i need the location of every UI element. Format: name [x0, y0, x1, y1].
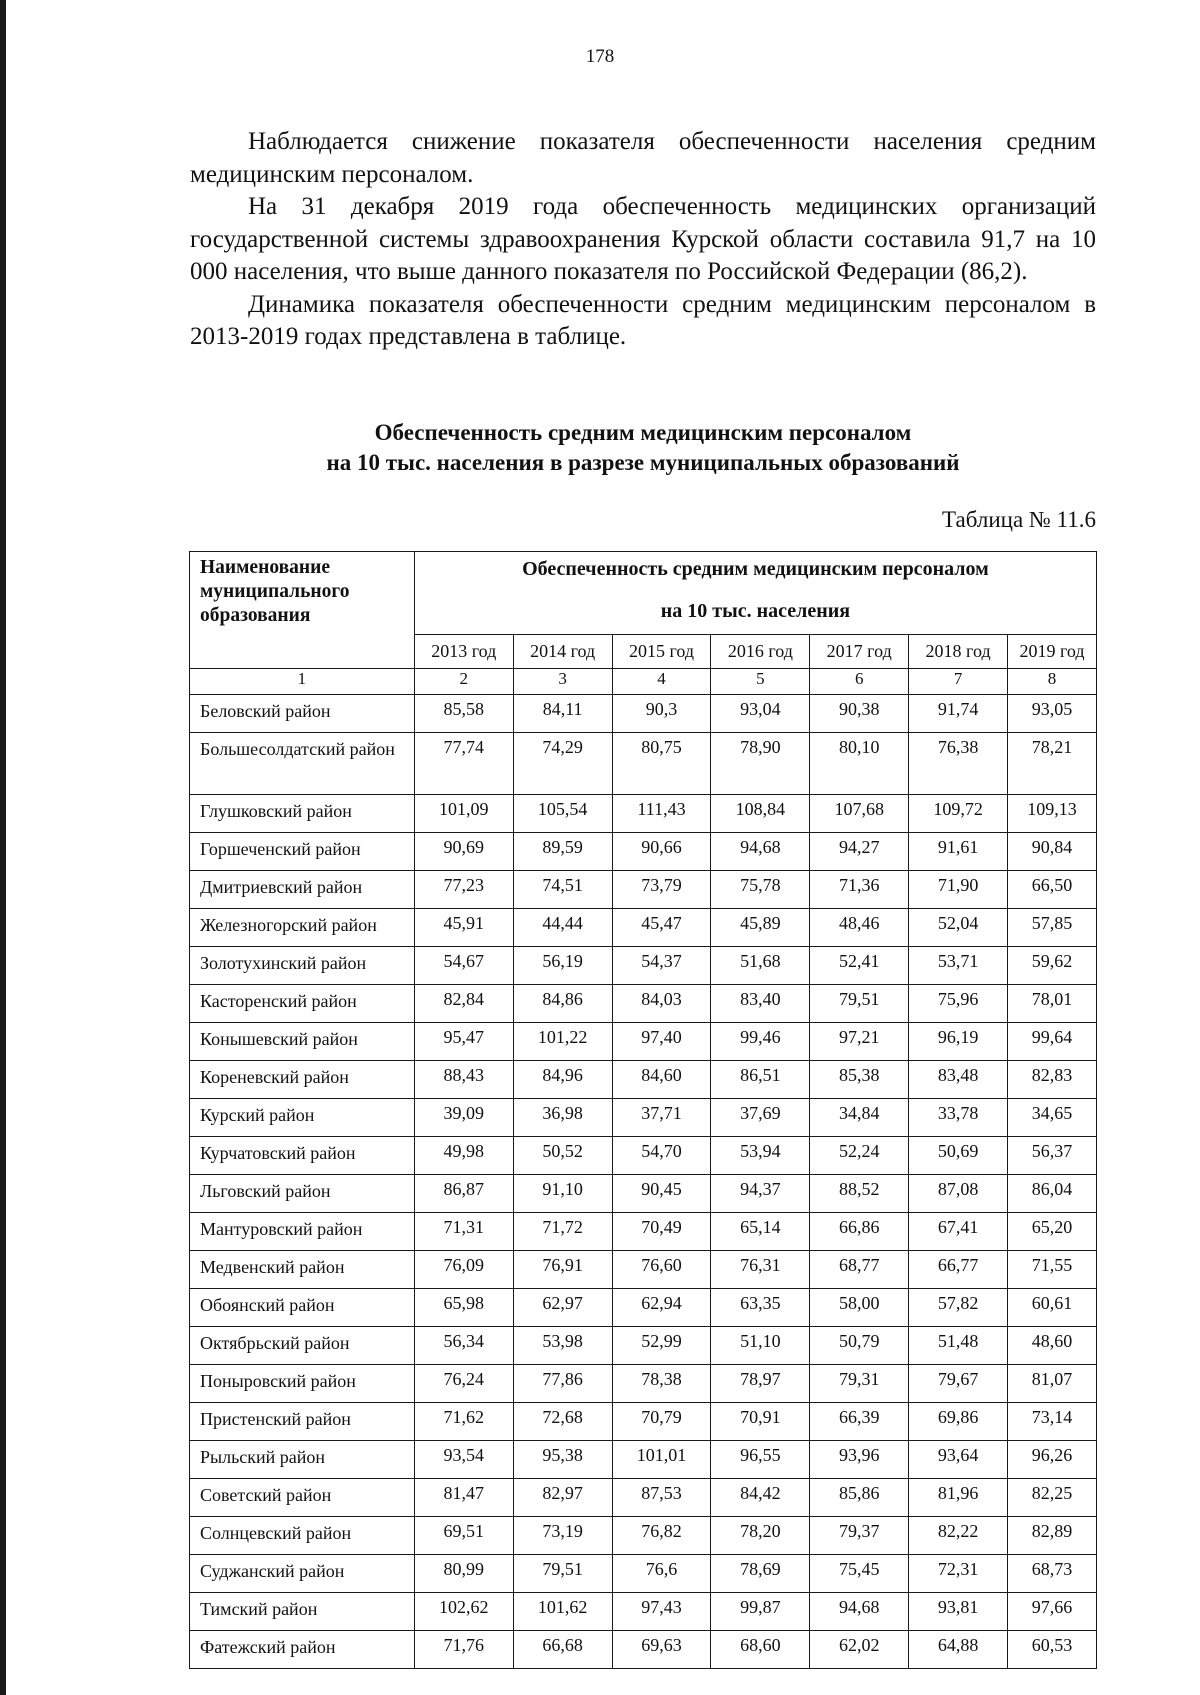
staffing-value: 78,69 — [711, 1555, 810, 1593]
staffing-value: 69,51 — [414, 1517, 513, 1555]
municipality-name: Советский район — [190, 1479, 415, 1517]
staffing-value: 64,88 — [909, 1631, 1008, 1669]
staffing-value: 93,04 — [711, 695, 810, 733]
column-number: 2 — [414, 669, 513, 695]
page-number: 178 — [585, 46, 615, 67]
staffing-value: 102,62 — [414, 1593, 513, 1631]
staffing-value: 66,39 — [810, 1403, 909, 1441]
staffing-value: 85,86 — [810, 1479, 909, 1517]
table-row — [190, 1403, 1097, 1441]
staffing-value: 60,53 — [1008, 1631, 1097, 1669]
staffing-value: 94,68 — [711, 833, 810, 871]
staffing-value: 74,51 — [513, 871, 612, 909]
staffing-value: 71,36 — [810, 871, 909, 909]
staffing-value: 36,98 — [513, 1099, 612, 1137]
staffing-value: 84,03 — [612, 985, 711, 1023]
column-number: 6 — [810, 669, 909, 695]
staffing-value: 77,23 — [414, 871, 513, 909]
staffing-value: 86,51 — [711, 1061, 810, 1099]
municipality-name: Кореневский район — [190, 1061, 415, 1099]
staffing-value: 77,86 — [513, 1365, 612, 1403]
staffing-value: 101,62 — [513, 1593, 612, 1631]
staffing-value: 77,74 — [414, 733, 513, 795]
municipality-name: Конышевский район — [190, 1023, 415, 1061]
municipality-name: Дмитриевский район — [190, 871, 415, 909]
column-number: 4 — [612, 669, 711, 695]
staffing-value: 72,68 — [513, 1403, 612, 1441]
staffing-value: 111,43 — [612, 795, 711, 833]
table-row — [190, 1137, 1097, 1175]
staffing-value: 80,10 — [810, 733, 909, 795]
header-year: 2015 год — [612, 635, 711, 669]
staffing-value: 45,89 — [711, 909, 810, 947]
staffing-value: 78,21 — [1008, 733, 1097, 795]
column-number: 7 — [909, 669, 1008, 695]
staffing-value: 73,14 — [1008, 1403, 1097, 1441]
staffing-value: 83,40 — [711, 985, 810, 1023]
staffing-value: 76,24 — [414, 1365, 513, 1403]
body-text — [190, 126, 1096, 354]
staffing-value: 93,05 — [1008, 695, 1097, 733]
staffing-value: 79,37 — [810, 1517, 909, 1555]
staffing-value: 57,85 — [1008, 909, 1097, 947]
staffing-value: 88,43 — [414, 1061, 513, 1099]
table-row — [190, 1061, 1097, 1099]
municipality-name: Пристенский район — [190, 1403, 415, 1441]
staffing-value: 76,09 — [414, 1251, 513, 1289]
staffing-value: 84,42 — [711, 1479, 810, 1517]
staffing-value: 62,94 — [612, 1289, 711, 1327]
table-row — [190, 947, 1097, 985]
staffing-value: 65,98 — [414, 1289, 513, 1327]
staffing-value: 76,60 — [612, 1251, 711, 1289]
staffing-value: 76,91 — [513, 1251, 612, 1289]
staffing-value: 93,81 — [909, 1593, 1008, 1631]
table-row — [190, 1365, 1097, 1403]
staffing-value: 79,51 — [810, 985, 909, 1023]
staffing-value: 95,38 — [513, 1441, 612, 1479]
header-year: 2014 год — [513, 635, 612, 669]
staffing-value: 82,89 — [1008, 1517, 1097, 1555]
staffing-value: 76,6 — [612, 1555, 711, 1593]
table-row — [190, 1289, 1097, 1327]
staffing-value: 86,04 — [1008, 1175, 1097, 1213]
table-row — [190, 1213, 1097, 1251]
municipality-name: Курчатовский район — [190, 1137, 415, 1175]
table-row — [190, 1593, 1097, 1631]
staffing-value: 52,04 — [909, 909, 1008, 947]
staffing-value: 99,87 — [711, 1593, 810, 1631]
staffing-value: 71,31 — [414, 1213, 513, 1251]
staffing-value: 70,49 — [612, 1213, 711, 1251]
staffing-value: 76,31 — [711, 1251, 810, 1289]
table-row — [190, 1479, 1097, 1517]
staffing-value: 97,43 — [612, 1593, 711, 1631]
header-year: 2018 год — [909, 635, 1008, 669]
staffing-value: 81,96 — [909, 1479, 1008, 1517]
staffing-value: 48,60 — [1008, 1327, 1097, 1365]
column-number: 3 — [513, 669, 612, 695]
staffing-value: 45,91 — [414, 909, 513, 947]
municipality-name: Поныровский район — [190, 1365, 415, 1403]
staffing-value: 80,75 — [612, 733, 711, 795]
staffing-value: 94,68 — [810, 1593, 909, 1631]
staffing-value: 78,90 — [711, 733, 810, 795]
staffing-value: 68,77 — [810, 1251, 909, 1289]
staffing-value: 75,45 — [810, 1555, 909, 1593]
staffing-value: 57,82 — [909, 1289, 1008, 1327]
staffing-value: 66,68 — [513, 1631, 612, 1669]
staffing-value: 84,11 — [513, 695, 612, 733]
staffing-value: 82,22 — [909, 1517, 1008, 1555]
table-title — [190, 418, 1096, 478]
staffing-value: 87,08 — [909, 1175, 1008, 1213]
table-row — [190, 1327, 1097, 1365]
column-number: 1 — [190, 669, 415, 695]
staffing-value: 50,69 — [909, 1137, 1008, 1175]
staffing-value: 93,54 — [414, 1441, 513, 1479]
staffing-value: 65,20 — [1008, 1213, 1097, 1251]
staffing-value: 72,31 — [909, 1555, 1008, 1593]
staffing-value: 78,20 — [711, 1517, 810, 1555]
municipality-name: Касторенский район — [190, 985, 415, 1023]
staffing-value: 90,66 — [612, 833, 711, 871]
header-year: 2013 год — [414, 635, 513, 669]
municipality-name: Октябрьский район — [190, 1327, 415, 1365]
table-caption: Таблица № 11.6 — [942, 507, 1096, 532]
paragraph-2: На 31 декабря 2019 года обеспеченность медицинских организаций государственной системы здравоохранения Курской области составила 91,7 на 10 000 населения, что выше данного показателя по Российской Федерации (86,2). — [190, 193, 1096, 285]
header-staffing-group — [414, 552, 1096, 635]
staffing-value: 108,84 — [711, 795, 810, 833]
table-title-line-1: Обеспеченность средним медицинским персоналом — [374, 420, 912, 445]
staffing-value: 101,22 — [513, 1023, 612, 1061]
staffing-value: 96,26 — [1008, 1441, 1097, 1479]
staffing-value: 88,52 — [810, 1175, 909, 1213]
staffing-value: 90,38 — [810, 695, 909, 733]
staffing-value: 66,86 — [810, 1213, 909, 1251]
staffing-value: 99,64 — [1008, 1023, 1097, 1061]
table-row — [190, 1517, 1097, 1555]
municipality-name: Суджанский район — [190, 1555, 415, 1593]
municipality-name: Курский район — [190, 1099, 415, 1137]
municipality-name: Горшеченский район — [190, 833, 415, 871]
staffing-value: 37,71 — [612, 1099, 711, 1137]
table-row — [190, 1441, 1097, 1479]
staffing-table — [189, 551, 1097, 1669]
staffing-value: 94,37 — [711, 1175, 810, 1213]
staffing-value: 78,01 — [1008, 985, 1097, 1023]
staffing-value: 90,69 — [414, 833, 513, 871]
staffing-value: 82,25 — [1008, 1479, 1097, 1517]
staffing-value: 56,34 — [414, 1327, 513, 1365]
staffing-value: 54,67 — [414, 947, 513, 985]
staffing-value: 84,96 — [513, 1061, 612, 1099]
staffing-value: 74,29 — [513, 733, 612, 795]
staffing-value: 66,77 — [909, 1251, 1008, 1289]
staffing-value: 85,58 — [414, 695, 513, 733]
municipality-name: Фатежский район — [190, 1631, 415, 1669]
staffing-value: 90,84 — [1008, 833, 1097, 871]
staffing-value: 63,35 — [711, 1289, 810, 1327]
staffing-value: 50,79 — [810, 1327, 909, 1365]
header-group-line-2: на 10 тыс. населения — [660, 600, 851, 622]
staffing-value: 99,46 — [711, 1023, 810, 1061]
municipality-name: Тимский район — [190, 1593, 415, 1631]
staffing-value: 71,76 — [414, 1631, 513, 1669]
staffing-value: 79,31 — [810, 1365, 909, 1403]
staffing-value: 58,00 — [810, 1289, 909, 1327]
column-number: 5 — [711, 669, 810, 695]
header-column-numbers-row — [190, 669, 1097, 695]
staffing-value: 81,47 — [414, 1479, 513, 1517]
staffing-value: 45,47 — [612, 909, 711, 947]
column-number: 8 — [1008, 669, 1097, 695]
staffing-value: 44,44 — [513, 909, 612, 947]
staffing-value: 52,24 — [810, 1137, 909, 1175]
staffing-value: 68,60 — [711, 1631, 810, 1669]
staffing-value: 97,40 — [612, 1023, 711, 1061]
staffing-value: 51,48 — [909, 1327, 1008, 1365]
staffing-value: 87,53 — [612, 1479, 711, 1517]
staffing-value: 53,71 — [909, 947, 1008, 985]
staffing-value: 62,97 — [513, 1289, 612, 1327]
municipality-name: Глушковский район — [190, 795, 415, 833]
paragraph-3: Динамика показателя обеспеченности средним медицинским персоналом в 2013-2019 годах представлена в таблице. — [190, 290, 1096, 350]
staffing-value: 71,62 — [414, 1403, 513, 1441]
table-row — [190, 1555, 1097, 1593]
staffing-value: 105,54 — [513, 795, 612, 833]
municipality-name: Золотухинский район — [190, 947, 415, 985]
staffing-value: 82,84 — [414, 985, 513, 1023]
staffing-value: 79,67 — [909, 1365, 1008, 1403]
staffing-value: 97,21 — [810, 1023, 909, 1061]
staffing-value: 68,73 — [1008, 1555, 1097, 1593]
staffing-value: 86,87 — [414, 1175, 513, 1213]
staffing-value: 56,19 — [513, 947, 612, 985]
municipality-name: Мантуровский район — [190, 1213, 415, 1251]
municipality-name: Беловский район — [190, 695, 415, 733]
staffing-value: 51,68 — [711, 947, 810, 985]
table-row — [190, 1251, 1097, 1289]
paragraph-1: Наблюдается снижение показателя обеспеченности населения средним медицинским персоналом. — [190, 128, 1096, 188]
staffing-value: 101,01 — [612, 1441, 711, 1479]
header-municipality: Наименование муниципального образования — [190, 552, 415, 669]
header-year: 2016 год — [711, 635, 810, 669]
staffing-value: 67,41 — [909, 1213, 1008, 1251]
staffing-value: 70,91 — [711, 1403, 810, 1441]
staffing-value: 73,79 — [612, 871, 711, 909]
staffing-value: 34,84 — [810, 1099, 909, 1137]
staffing-value: 79,51 — [513, 1555, 612, 1593]
municipality-name: Обоянский район — [190, 1289, 415, 1327]
municipality-name: Железногорский район — [190, 909, 415, 947]
staffing-value: 52,99 — [612, 1327, 711, 1365]
staffing-value: 107,68 — [810, 795, 909, 833]
table-row — [190, 733, 1097, 795]
staffing-value: 37,69 — [711, 1099, 810, 1137]
staffing-value: 109,13 — [1008, 795, 1097, 833]
municipality-name: Рыльский район — [190, 1441, 415, 1479]
staffing-value: 60,61 — [1008, 1289, 1097, 1327]
table-row — [190, 909, 1097, 947]
header-year: 2019 год — [1008, 635, 1097, 669]
staffing-value: 96,55 — [711, 1441, 810, 1479]
staffing-value: 95,47 — [414, 1023, 513, 1061]
staffing-value: 91,74 — [909, 695, 1008, 733]
table-row — [190, 795, 1097, 833]
staffing-value: 93,64 — [909, 1441, 1008, 1479]
staffing-value: 84,86 — [513, 985, 612, 1023]
staffing-value: 83,48 — [909, 1061, 1008, 1099]
staffing-value: 90,45 — [612, 1175, 711, 1213]
staffing-value: 89,59 — [513, 833, 612, 871]
staffing-value: 62,02 — [810, 1631, 909, 1669]
staffing-value: 85,38 — [810, 1061, 909, 1099]
staffing-value: 59,62 — [1008, 947, 1097, 985]
municipality-name: Медвенский район — [190, 1251, 415, 1289]
staffing-value: 71,90 — [909, 871, 1008, 909]
staffing-value: 76,38 — [909, 733, 1008, 795]
staffing-value: 73,19 — [513, 1517, 612, 1555]
staffing-value: 84,60 — [612, 1061, 711, 1099]
table-row — [190, 1631, 1097, 1669]
staffing-value: 33,78 — [909, 1099, 1008, 1137]
table-body — [190, 695, 1097, 1669]
staffing-value: 91,61 — [909, 833, 1008, 871]
staffing-value: 81,07 — [1008, 1365, 1097, 1403]
staffing-value: 96,19 — [909, 1023, 1008, 1061]
staffing-value: 49,98 — [414, 1137, 513, 1175]
staffing-value: 48,46 — [810, 909, 909, 947]
staffing-value: 51,10 — [711, 1327, 810, 1365]
staffing-value: 94,27 — [810, 833, 909, 871]
staffing-value: 34,65 — [1008, 1099, 1097, 1137]
table-row — [190, 695, 1097, 733]
staffing-value: 97,66 — [1008, 1593, 1097, 1631]
municipality-name: Солнцевский район — [190, 1517, 415, 1555]
staffing-value: 71,72 — [513, 1213, 612, 1251]
table-row — [190, 1023, 1097, 1061]
header-year: 2017 год — [810, 635, 909, 669]
table-row — [190, 1099, 1097, 1137]
staffing-value: 70,79 — [612, 1403, 711, 1441]
staffing-value: 65,14 — [711, 1213, 810, 1251]
table-row — [190, 1175, 1097, 1213]
staffing-value: 53,98 — [513, 1327, 612, 1365]
staffing-value: 50,52 — [513, 1137, 612, 1175]
staffing-value: 80,99 — [414, 1555, 513, 1593]
staffing-value: 91,10 — [513, 1175, 612, 1213]
staffing-value: 109,72 — [909, 795, 1008, 833]
staffing-value: 75,78 — [711, 871, 810, 909]
staffing-value: 56,37 — [1008, 1137, 1097, 1175]
municipality-name: Льговский район — [190, 1175, 415, 1213]
staffing-value: 69,86 — [909, 1403, 1008, 1441]
table-row — [190, 985, 1097, 1023]
staffing-value: 71,55 — [1008, 1251, 1097, 1289]
staffing-value: 93,96 — [810, 1441, 909, 1479]
staffing-value: 76,82 — [612, 1517, 711, 1555]
staffing-value: 82,83 — [1008, 1061, 1097, 1099]
staffing-value: 78,97 — [711, 1365, 810, 1403]
table-row — [190, 871, 1097, 909]
staffing-value: 66,50 — [1008, 871, 1097, 909]
staffing-value: 90,3 — [612, 695, 711, 733]
staffing-value: 101,09 — [414, 795, 513, 833]
staffing-value: 54,70 — [612, 1137, 711, 1175]
municipality-name: Большесолдатский район — [190, 733, 415, 795]
staffing-value: 82,97 — [513, 1479, 612, 1517]
staffing-value: 52,41 — [810, 947, 909, 985]
staffing-value: 39,09 — [414, 1099, 513, 1137]
staffing-value: 69,63 — [612, 1631, 711, 1669]
table-row — [190, 833, 1097, 871]
table-title-line-2: на 10 тыс. населения в разрезе муниципальных образований — [326, 450, 960, 475]
staffing-value: 78,38 — [612, 1365, 711, 1403]
staffing-value: 53,94 — [711, 1137, 810, 1175]
staffing-value: 75,96 — [909, 985, 1008, 1023]
header-group-line-1: Обеспеченность средним медицинским персоналом — [522, 558, 989, 580]
staffing-value: 54,37 — [612, 947, 711, 985]
